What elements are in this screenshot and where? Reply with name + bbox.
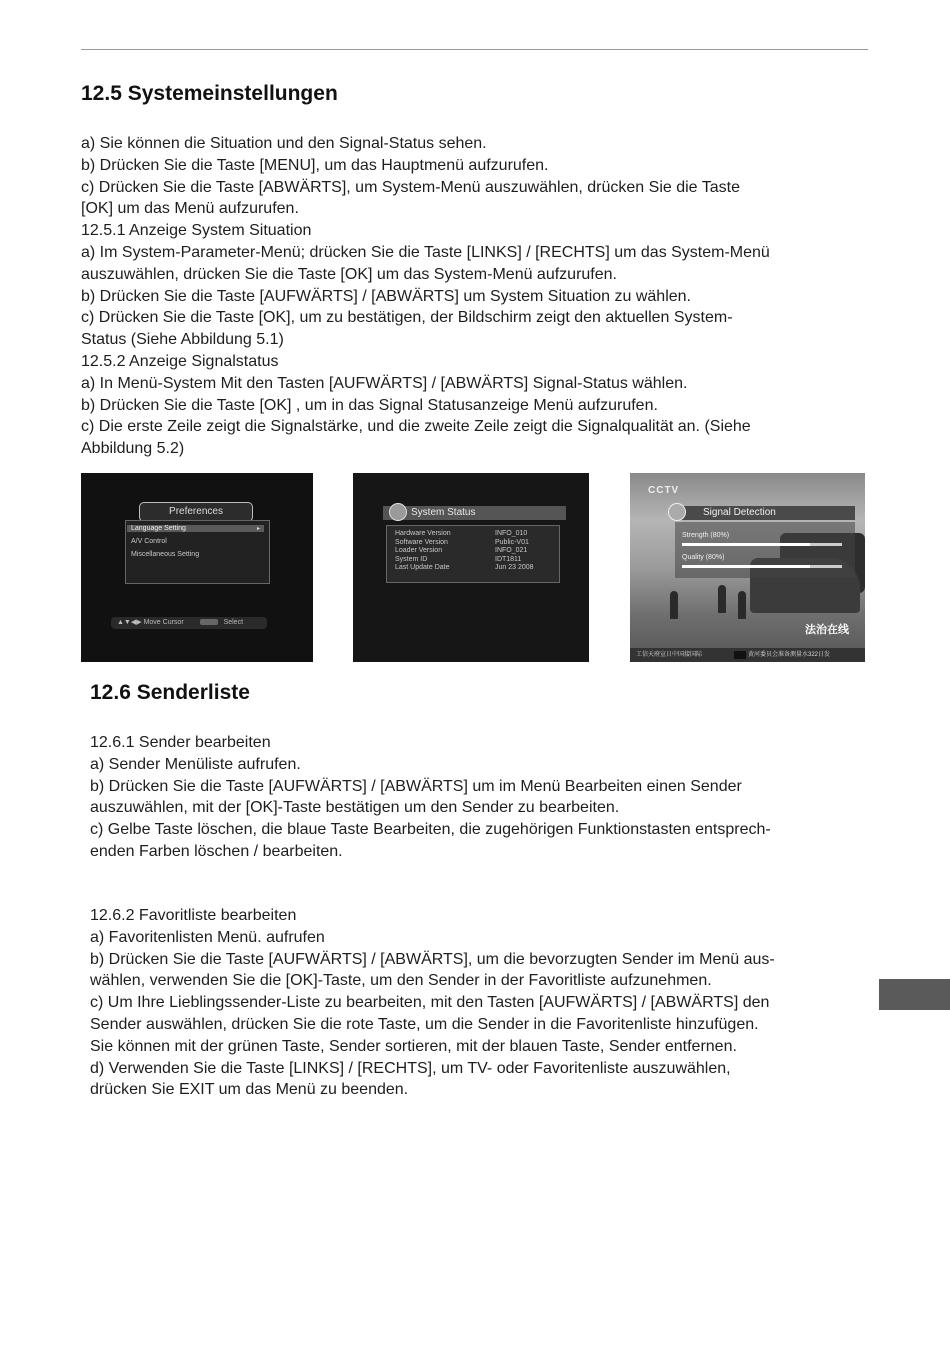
text-line: Status (Siehe Abbildung 5.1) xyxy=(81,331,284,349)
text-line: a) Sender Menüliste aufrufen. xyxy=(90,755,301,773)
text-line: a) Sie können die Situation und den Signal-Status sehen. xyxy=(81,135,487,152)
text-line: a) In Menü-System Mit den Tasten [AUFWÄRTS] / [ABWÄRTS] Signal-Status wählen. xyxy=(81,374,688,392)
section-12-5-body xyxy=(81,133,770,460)
status-label: Loader Version xyxy=(395,547,443,554)
person-shape xyxy=(670,591,678,619)
text-line: [OK] um das Menü aufzurufen. xyxy=(81,200,299,218)
text-line: 12.5.1 Anzeige System Situation xyxy=(81,222,312,240)
text-line: b) Drücken Sie die Taste [AUFWÄRTS] / [ABWÄRTS], um die bevorzugten Sender im Menü aus- xyxy=(90,950,775,968)
status-row xyxy=(395,547,550,554)
strength-bar-fill xyxy=(682,543,810,546)
text-line: auszuwählen, drücken Sie die Taste [OK] um das System-Menü aufzurufen. xyxy=(81,265,617,283)
text-line: enden Farben löschen / bearbeiten. xyxy=(90,842,343,860)
text-line: c) Drücken Sie die Taste [OK], um zu bestätigen, der Bildschirm zeigt den aktuellen System- xyxy=(81,309,733,327)
settings-icon xyxy=(389,503,407,521)
status-row xyxy=(395,564,550,571)
person-shape xyxy=(738,591,746,619)
preferences-title: Preferences xyxy=(139,502,253,522)
top-rule xyxy=(81,49,868,50)
system-status-title: System Status xyxy=(383,506,566,520)
text-line: c) Gelbe Taste löschen, die blaue Taste Bearbeiten, die zugehörigen Funktionstasten entsprech- xyxy=(90,821,771,839)
section-heading-12-5: 12.5 Systemeinstellungen xyxy=(81,82,338,105)
text-line: Sie können mit der grünen Taste, Sender sortieren, mit der blauen Taste, Sender entfernen. xyxy=(90,1037,737,1055)
status-label: System ID xyxy=(395,555,428,563)
status-row xyxy=(395,556,550,563)
signal-panel xyxy=(675,522,855,578)
strength-label: Strength (80%) xyxy=(682,532,730,539)
status-row xyxy=(395,530,550,537)
text-line: d) Verwenden Sie die Taste [LINKS] / [RECHTS], um TV- oder Favoritenliste auszuwählen, xyxy=(90,1059,731,1077)
text-line: a) Favoritenlisten Menü. aufrufen xyxy=(90,928,325,946)
text-line: 12.6.1 Sender bearbeiten xyxy=(90,734,271,751)
quality-label: Quality (80%) xyxy=(682,554,725,561)
program-caption: 法治在线 xyxy=(805,624,849,636)
menu-item-label: Language Setting xyxy=(131,525,186,532)
section-12-6-2-body xyxy=(90,905,775,1101)
text-line: wählen, verwenden Sie die [OK]-Taste, um den Sender in der Favoritliste aufzunehmen. xyxy=(90,972,712,990)
text-line: auszuwählen, mit der [OK]-Taste bestätigen um den Sender zu bearbeiten. xyxy=(90,799,620,817)
ticker-text-left: 工信天府宣日中国接国际 xyxy=(636,652,703,658)
ticker-text-right: 黄河委员会准备测量水322日发 xyxy=(748,652,831,658)
text-line: a) Im System-Parameter-Menü; drücken Sie die Taste [LINKS] / [RECHTS] um das System-Menü xyxy=(81,243,770,261)
text-line: 12.6.2 Favoritliste bearbeiten xyxy=(90,907,297,924)
footer-move-label: Move Cursor xyxy=(143,619,184,626)
arrow-keys-icon: ▲▼◀▶ xyxy=(117,619,142,626)
status-row xyxy=(395,539,550,546)
text-line: Abbildung 5.2) xyxy=(81,440,185,458)
text-line: b) Drücken Sie die Taste [OK] , um in das Signal Statusanzeige Menü aufzurufen. xyxy=(81,396,658,414)
status-label: Hardware Version xyxy=(395,530,451,537)
text-line: b) Drücken Sie die Taste [AUFWÄRTS] / [ABWÄRTS] um im Menü Bearbeiten einen Sender xyxy=(90,777,742,795)
status-label: Last Update Date xyxy=(395,564,450,571)
text-line: b) Drücken Sie die Taste [AUFWÄRTS] / [ABWÄRTS] um System Situation zu wählen. xyxy=(81,287,691,305)
status-value: IDT1811 xyxy=(495,555,522,563)
text-line: 12.5.2 Anzeige Signalstatus xyxy=(81,352,279,370)
signal-detection-screenshot xyxy=(630,473,865,662)
preferences-screenshot xyxy=(81,473,313,662)
status-value: INFO_010 xyxy=(495,530,528,537)
person-shape xyxy=(718,585,726,613)
ok-key-icon xyxy=(200,619,218,625)
menu-item-av-control: A/V Control xyxy=(131,538,167,545)
status-value: Public-V01 xyxy=(495,538,529,546)
signal-title-text: Signal Detection xyxy=(703,507,776,518)
text-line: b) Drücken Sie die Taste [MENU], um das Hauptmenü aufzurufen. xyxy=(81,156,549,174)
side-thumb-tab xyxy=(879,979,950,1010)
channel-logo: CCTV xyxy=(648,485,680,496)
text-line: c) Die erste Zeile zeigt die Signalstärke, und die zweite Zeile zeigt die Signalqualität an. (Siehe xyxy=(81,418,751,436)
status-label: Software Version xyxy=(395,538,448,546)
menu-item-language-setting xyxy=(127,525,264,532)
text-line: c) Um Ihre Lieblingssender-Liste zu bearbeiten, mit den Tasten [AUFWÄRTS] / [ABWÄRTS] den xyxy=(90,994,770,1012)
strength-bar xyxy=(682,543,842,546)
ticker-tag-icon xyxy=(734,651,746,659)
settings-icon xyxy=(668,503,686,521)
signal-detection-title xyxy=(675,506,855,520)
quality-bar-fill xyxy=(682,565,810,568)
text-line: drücken Sie EXIT um das Menü zu beenden. xyxy=(90,1081,409,1099)
section-heading-12-6: 12.6 Senderliste xyxy=(90,681,250,704)
arrow-right-icon: ▸ xyxy=(256,526,260,532)
text-line: Sender auswählen, drücken Sie die rote Taste, um die Sender in die Favoritenliste hinzufügen. xyxy=(90,1015,759,1033)
text-line: c) Drücken Sie die Taste [ABWÄRTS], um System-Menü auszuwählen, drücken Sie die Taste xyxy=(81,178,740,196)
menu-item-miscellaneous-setting: Miscellaneous Setting xyxy=(131,551,200,558)
preferences-footer xyxy=(111,617,267,629)
status-value: Jun 23 2008 xyxy=(495,564,534,571)
news-ticker xyxy=(630,648,865,662)
status-value: INFO_021 xyxy=(495,547,528,554)
quality-bar xyxy=(682,565,842,568)
section-12-6-1-body xyxy=(90,732,771,863)
footer-select-label: Select xyxy=(223,619,244,626)
system-status-screenshot xyxy=(353,473,589,662)
